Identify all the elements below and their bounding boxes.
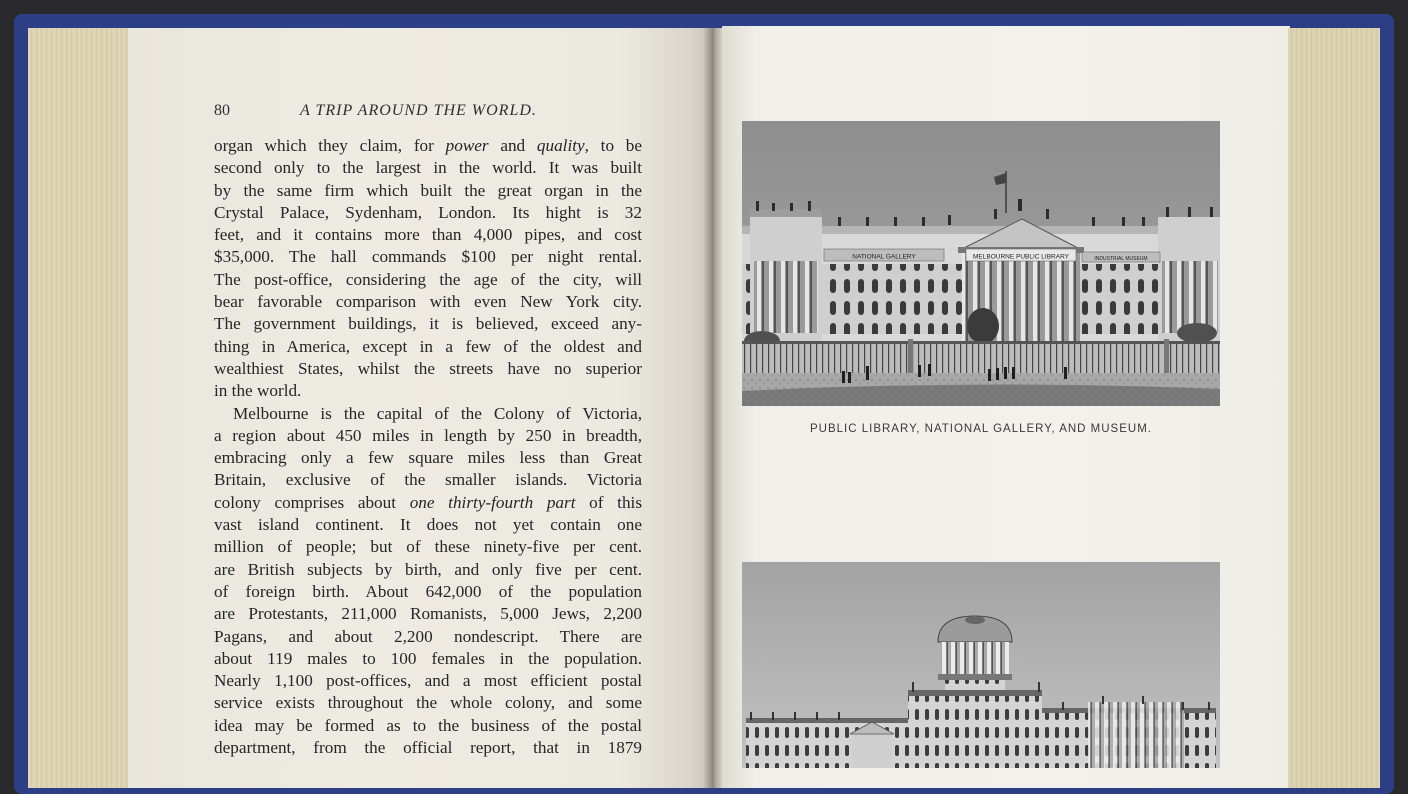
text-line	[214, 291, 642, 313]
text-line	[214, 514, 642, 536]
text-run: embracing only a few square miles less than Great	[214, 448, 642, 468]
text-run: Pagans, and about 2,200 nondescript. There are	[214, 626, 642, 646]
text-line	[214, 648, 642, 670]
text-line	[214, 380, 642, 402]
text-line	[214, 670, 642, 692]
sign-public-library: MELBOURNE PUBLIC LIBRARY	[973, 253, 1069, 261]
text-run: million of people; but of these ninety-five per cent.	[214, 537, 642, 557]
text-run: a region about 450 miles in length by 250 in breadth,	[214, 425, 642, 445]
text-line	[214, 180, 642, 202]
text-run: wealthiest States, whilst the streets have no superior	[214, 358, 642, 378]
text-run: of foreign birth. About 642,000 of the population	[214, 581, 642, 601]
text-run: Crystal Palace, Sydenham, London. Its hight is 32	[214, 202, 642, 222]
text-line	[214, 313, 642, 335]
text-line	[214, 425, 642, 447]
page-number: 80	[214, 102, 230, 119]
text-run: vast island continent. It does not yet contain one	[214, 515, 642, 535]
italic-phrase: quality	[536, 136, 585, 155]
text-run: and	[488, 136, 537, 155]
book-gutter	[704, 28, 724, 788]
text-run: colony comprises about	[214, 492, 410, 512]
sign-national-gallery: NATIONAL GALLERY	[852, 253, 916, 261]
text-run: department, from the official report, that in 1879	[214, 738, 642, 758]
text-line	[214, 715, 642, 737]
text-line	[214, 559, 642, 581]
text-run: second only to the largest in the world. It was built	[214, 158, 642, 178]
plate-domed-building	[742, 562, 1220, 768]
text-run: bear favorable comparison with even New York city.	[214, 292, 642, 312]
running-title: A TRIP AROUND THE WORLD.	[300, 102, 537, 119]
text-line	[214, 202, 642, 224]
text-run: Britain, exclusive of the smaller islands. Victoria	[214, 470, 642, 490]
body-text	[214, 135, 642, 759]
text-run: organ which they claim, for	[214, 136, 446, 155]
page-edges-left	[28, 28, 128, 788]
text-line	[214, 246, 642, 268]
text-run: in the world.	[214, 381, 302, 401]
text-run: thing in America, except in a few of the oldest and	[214, 336, 642, 356]
page-edges-right	[1288, 28, 1380, 788]
text-run: of this	[575, 492, 642, 512]
text-run: , to be	[584, 136, 642, 155]
text-line	[214, 536, 642, 558]
text-run: The post-office, considering the age of the city, will	[214, 269, 642, 289]
text-line	[214, 581, 642, 603]
text-line	[214, 135, 642, 157]
text-line	[214, 269, 642, 291]
text-run: Nearly 1,100 post-offices, and a most efficient postal	[214, 671, 642, 691]
text-line	[214, 358, 642, 380]
text-run: The government buildings, it is believed, exceed any-	[214, 314, 642, 334]
text-line	[214, 157, 642, 179]
plate-caption: PUBLIC LIBRARY, NATIONAL GALLERY, AND MUSEUM.	[810, 423, 1152, 435]
text-line	[214, 447, 642, 469]
sign-industrial-museum: INDUSTRIAL MUSEUM	[1094, 256, 1148, 262]
text-line	[214, 737, 642, 759]
text-line	[214, 603, 642, 625]
text-run: service exists throughout the whole colony, and some	[214, 693, 642, 713]
text-run: by the same firm which built the great organ in the	[214, 180, 642, 200]
text-line	[214, 336, 642, 358]
text-line	[214, 403, 642, 425]
text-line	[214, 692, 642, 714]
text-run: idea may be formed as to the business of the postal	[214, 715, 642, 735]
text-run: $35,000. The hall commands $100 per night rental.	[214, 247, 642, 267]
text-run: feet, and it contains more than 4,000 pipes, and cost	[214, 225, 642, 245]
italic-phrase: power	[445, 136, 489, 155]
plate-public-library	[742, 121, 1220, 406]
text-run: Melbourne is the capital of the Colony of Victoria,	[233, 403, 642, 423]
text-line	[214, 626, 642, 648]
running-head	[214, 102, 644, 124]
italic-phrase: one thirty-fourth part	[409, 492, 576, 512]
text-line	[214, 492, 642, 514]
text-line	[214, 224, 642, 246]
text-line	[214, 469, 642, 491]
text-run: are British subjects by birth, and only five per cent.	[214, 559, 642, 579]
text-run: about 119 males to 100 females in the population.	[214, 648, 642, 668]
text-run: are Protestants, 211,000 Romanists, 5,000 Jews, 2,200	[214, 604, 642, 624]
